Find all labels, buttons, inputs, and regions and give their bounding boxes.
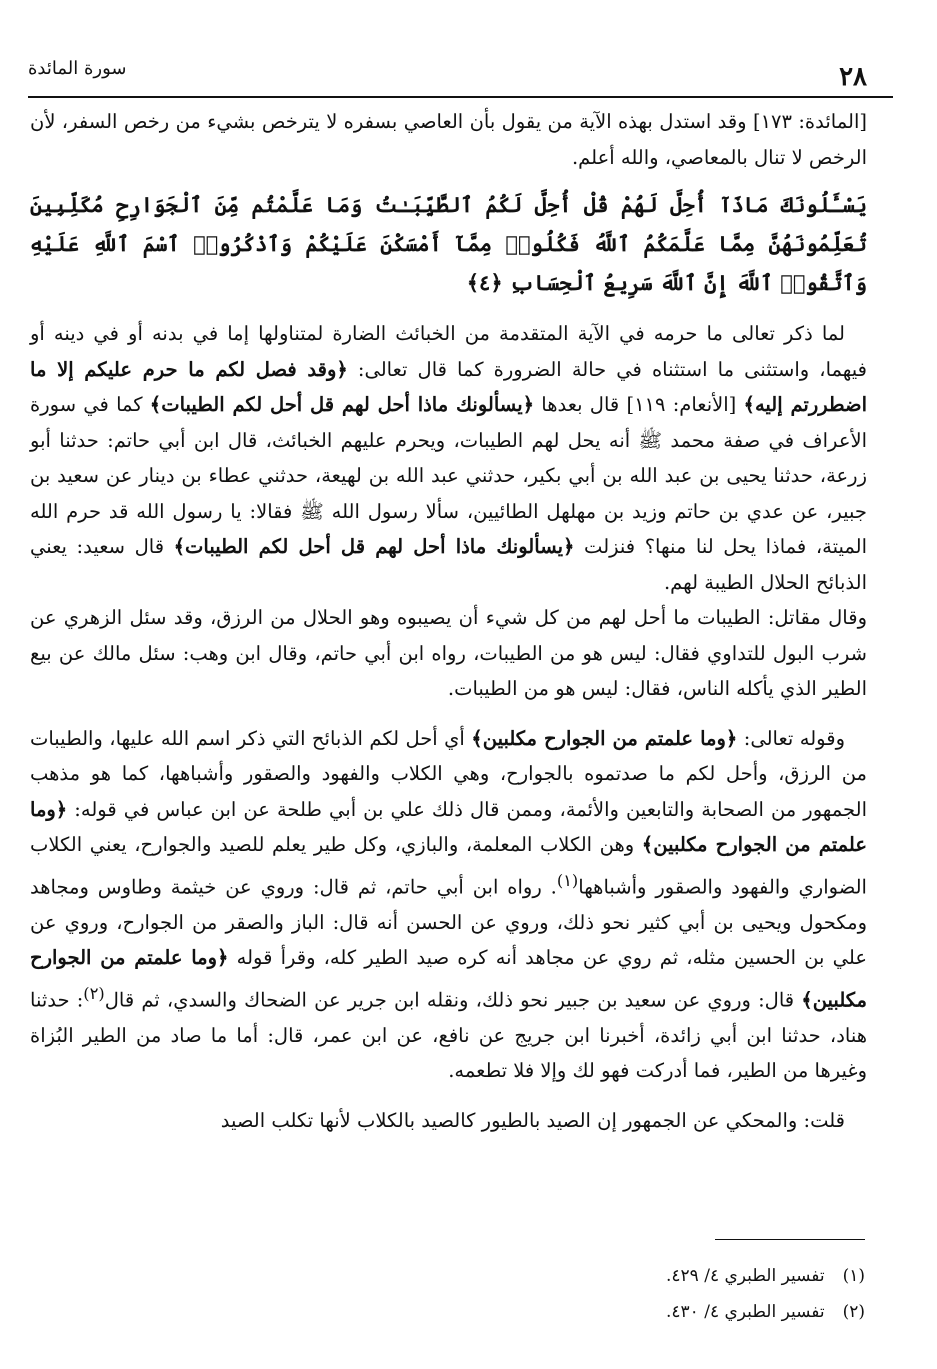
running-header-surah-name: سورة المائدة bbox=[28, 58, 127, 79]
paragraph-text: لما ذكر تعالى ما حرمه في الآية المتقدمة من الخبائث الضارة لمتناولها إما في بدنه أو في دينه أو فيهما، واستثنى ما استثناه في حالة الضرورة كما قال تعالى: bbox=[30, 322, 867, 381]
paragraph-text: : حدثنا هناد، حدثنا ابن أبي زائدة، أخبرنا ابن جريج عن نافع، عن ابن عمر، قال: أما ما صاد من الطير البُزاة وغيرها من الطير، فما أدركت فهو لك وإلا فلا تطعمه. bbox=[30, 988, 867, 1082]
quote-bold: ﴿يسألونك ماذا أحل لهم قل أحل لكم الطيبات﴾ bbox=[149, 393, 535, 416]
paragraph-text: قال سعيد: يعني الذبائح الحلال الطيبة لهم. bbox=[30, 535, 867, 594]
quote-bold: ﴿يسألونك ماذا أحل لهم قل أحل لكم الطيبات﴾ bbox=[173, 535, 575, 558]
paragraph-text: كما في سورة الأعراف في صفة محمد ﷺ أنه يحل لهم الطيبات، ويحرم عليهم الخبائث، قال ابن أبي حاتم: حدثنا أبو زرعة، حدثنا يحيى بن عبد الله بن أبي بكير، حدثني عبد الله بن لهيعة، حدثني عطاء بن دينار عن سعيد بن جبير، عن عدي بن حاتم وزيد بن مهلهل الطائيين، سألا رسول الله ﷺ فقالا: يا رسول الله قد حرم الله الميتة، فماذا يحل لنا منها؟ فنزلت bbox=[30, 393, 867, 558]
footnote-ref-2: (٢) bbox=[83, 983, 105, 1003]
paragraph-4 bbox=[30, 721, 867, 1089]
quote-bold: ﴿وما علمتم من الجوارح مكلبين﴾ bbox=[471, 726, 738, 750]
footnote-text: تفسير الطبري ٤/ ٤٢٩. bbox=[666, 1266, 825, 1286]
paragraph-text: وهن الكلاب المعلمة، والبازي، وكل طير يعلم للصيد والجوارح، يعني الكلاب الضواري والفهود والصقور وأشباهها bbox=[30, 833, 867, 898]
paragraph-5: قلت: والمحكي عن الجمهور إن الصيد بالطيور كالصيد بالكلاب لأنها تكلب الصيد bbox=[220, 1108, 845, 1132]
footnote-ref-1: (١) bbox=[556, 870, 579, 890]
quote-bold: ﴿وقد فصل لكم ما حرم عليكم إلا ما اضطررتم إليه﴾ bbox=[30, 357, 868, 416]
footnote-text: تفسير الطبري ٤/ ٤٣٠. bbox=[666, 1302, 825, 1322]
header-divider bbox=[28, 96, 893, 98]
footnote-divider bbox=[715, 1239, 865, 1240]
paragraph-3: وقال مقاتل: الطيبات ما أحل لهم من كل شيء أن يصيبوه وهو الحلال من الرزق، وقد سئل الزهري عن شرب البول للتداوي فقال: ليس هو من الطيبات، رواه ابن أبي حاتم، وقال ابن وهب: سئل مالك عن بيع الطير الذي يأكله الناس، فقال: ليس هو من الطيبات. bbox=[30, 606, 867, 700]
paragraph-text: . رواه ابن أبي حاتم، ثم قال: وروي عن خيثمة وطاوس ومجاهد ومكحول ويحيى بن أبي كثير نحو ذلك، وروي عن الحسن أنه قال: الباز والصقر من الجوارح، وروي عن علي بن الحسين مثله، ثم روي عن مجاهد أنه كره صيد الطير كله، وقرأ قوله bbox=[30, 875, 867, 969]
paragraph-1: [المائدة: ١٧٣] وقد استدل بهذه الآية من يقول بأن العاصي بسفره لا يترخص بشيء من رخص السفر، لأن الرخص لا تنال بالمعاصي، والله أعلم. bbox=[30, 110, 867, 169]
paragraph-text: وقوله تعالى: bbox=[737, 726, 845, 750]
paragraph-text: [الأنعام: ١١٩] قال بعدها bbox=[534, 393, 744, 416]
paragraph-text: أي أحل لكم الذبائح التي ذكر اسم الله عليها، والطيبات من الرزق، وأحل لكم ما صدتموه بالجوارح، وهي الكلاب والفهود والصقور وأشباهها، كما هو مذهب الجمهور من الصحابة والتابعين والأئمة، وممن قال ذلك علي بن أبي طلحة عن ابن عباس في قوله: bbox=[30, 726, 867, 821]
quran-verse: يَسْـَٔلُونَكَ مَاذَآ أُحِلَّ لَهُمْ قُلْ أُحِلَّ لَكُمُ ٱلطَّيِّبَـٰتُ وَمَا عَلَّمْتُم مِّنَ ٱلْجَوَارِحِ مُكَلِّبِينَ تُعَلِّمُونَهُنَّ مِمَّا عَلَّمَكُمُ ٱللَّهُ فَكُلُوا۟ مِمَّآ أَمْسَكْنَ عَلَيْكُمْ وَٱذْكُرُوا۟ ٱسْمَ ٱللَّهِ عَلَيْهِ وَٱتَّقُوا۟ ٱللَّهَ إِنَّ ٱللَّهَ سَرِيعُ ٱلْحِسَابِ ﴿٤﴾ bbox=[30, 192, 867, 295]
paragraph-2 bbox=[30, 316, 867, 600]
quote-bold: ﴿وما علمتم من الجوارح مكلبين﴾ bbox=[30, 797, 867, 856]
footnotes bbox=[666, 1258, 865, 1330]
quote-bold: ﴿وما علمتم من الجوارح مكلبين﴾ bbox=[30, 946, 867, 1011]
footnote-2 bbox=[666, 1294, 865, 1330]
footnote-number: (٢) bbox=[842, 1302, 865, 1322]
footnote-1 bbox=[666, 1258, 865, 1294]
page-number: ٢٨ bbox=[839, 62, 867, 92]
main-text bbox=[30, 104, 867, 1138]
footnote-number: (١) bbox=[842, 1266, 865, 1286]
paragraph-text: قال: وروي عن سعيد بن جبير نحو ذلك، ونقله ابن جرير عن الضحاك والسدي، ثم قال bbox=[104, 988, 802, 1011]
